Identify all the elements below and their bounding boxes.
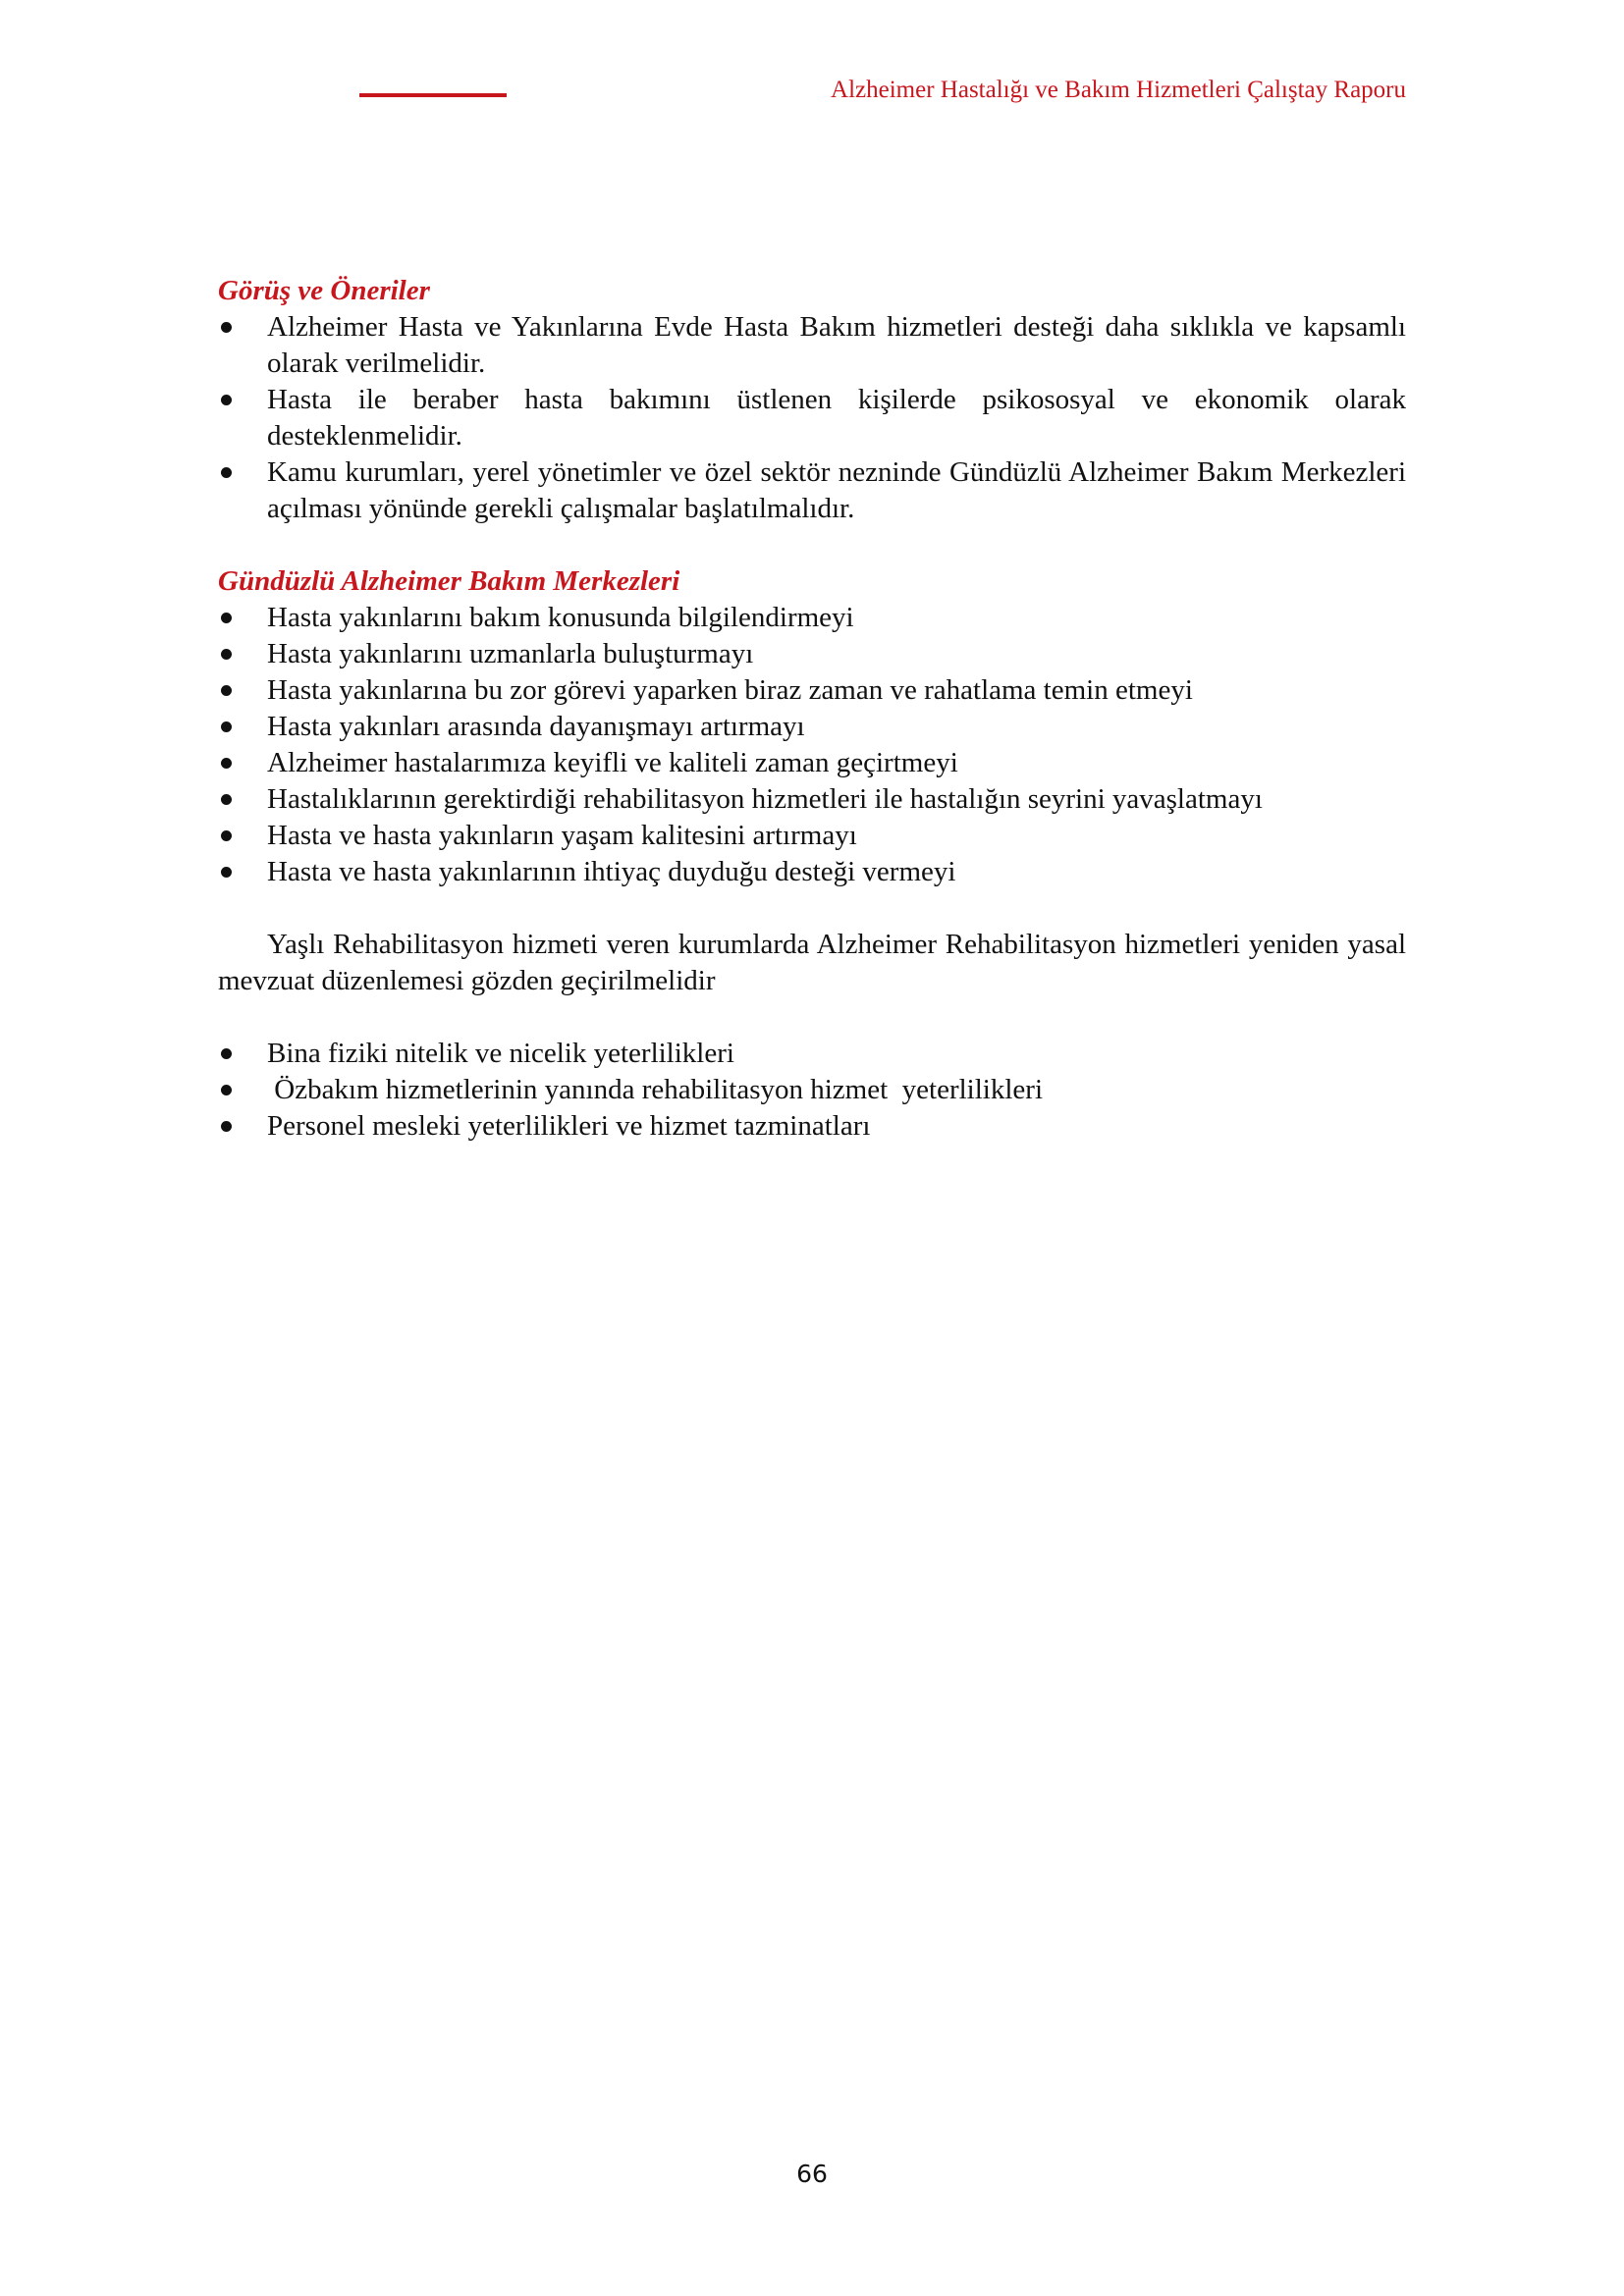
list-item: Hastalıklarının gerektirdiği rehabilitasyon hizmetleri ile hastalığın seyrini yavaşlatmayı: [218, 781, 1406, 818]
list-item: Alzheimer hastalarımıza keyifli ve kaliteli zaman geçirtmeyi: [218, 745, 1406, 781]
section-heading-gunduzlu-merkezler: Gündüzlü Alzheimer Bakım Merkezleri: [218, 565, 680, 597]
recommendations-list: [218, 309, 1406, 527]
list-item: Hasta yakınları arasında dayanışmayı artırmayı: [218, 709, 1406, 745]
list-item: Özbakım hizmetlerinin yanında rehabilitasyon hizmet yeterlilikleri: [218, 1072, 1406, 1108]
day-care-goals-list: [218, 600, 1406, 890]
list-item: Kamu kurumları, yerel yönetimler ve özel sektör nezninde Gündüzlü Alzheimer Bakım Merkezleri açılması yönünde gerekli çalışmalar başlatılmalıdır.: [218, 454, 1406, 527]
list-item: Bina fiziki nitelik ve nicelik yeterlilikleri: [218, 1036, 1406, 1072]
list-item: Hasta ve hasta yakınlarının ihtiyaç duyduğu desteği vermeyi: [218, 854, 1406, 890]
spacer: [218, 890, 1406, 927]
requirements-list: [218, 1036, 1406, 1145]
list-item: Hasta ile beraber hasta bakımını üstlenen kişilerde psikososyal ve ekonomik olarak desteklenmelidir.: [218, 382, 1406, 454]
list-item: Hasta yakınlarını uzmanlarla buluşturmayı: [218, 636, 1406, 672]
list-item: Alzheimer Hasta ve Yakınlarına Evde Hasta Bakım hizmetleri desteği daha sıklıkla ve kapsamlı olarak verilmelidir.: [218, 309, 1406, 382]
list-item: Hasta ve hasta yakınların yaşam kalitesini artırmayı: [218, 818, 1406, 854]
spacer: [218, 999, 1406, 1036]
spacer: [218, 527, 1406, 563]
list-item: Personel mesleki yeterlilikleri ve hizmet tazminatları: [218, 1108, 1406, 1145]
running-header-title: Alzheimer Hastalığı ve Bakım Hizmetleri Çalıştay Raporu: [831, 77, 1406, 103]
list-item: Hasta yakınlarına bu zor görevi yaparken biraz zaman ve rahatlama temin etmeyi: [218, 672, 1406, 709]
rehabilitation-paragraph: Yaşlı Rehabilitasyon hizmeti veren kurumlarda Alzheimer Rehabilitasyon hizmetleri yeniden yasal mevzuat düzenlemesi gözden geçirilmelidir: [218, 929, 1406, 996]
list-item: Hasta yakınlarını bakım konusunda bilgilendirmeyi: [218, 600, 1406, 636]
page-number: 66: [796, 2160, 828, 2188]
page-content: [218, 273, 1406, 1145]
section-heading-gorus-ve-oneriler: Görüş ve Öneriler: [218, 275, 430, 306]
header-rule: [359, 93, 507, 97]
